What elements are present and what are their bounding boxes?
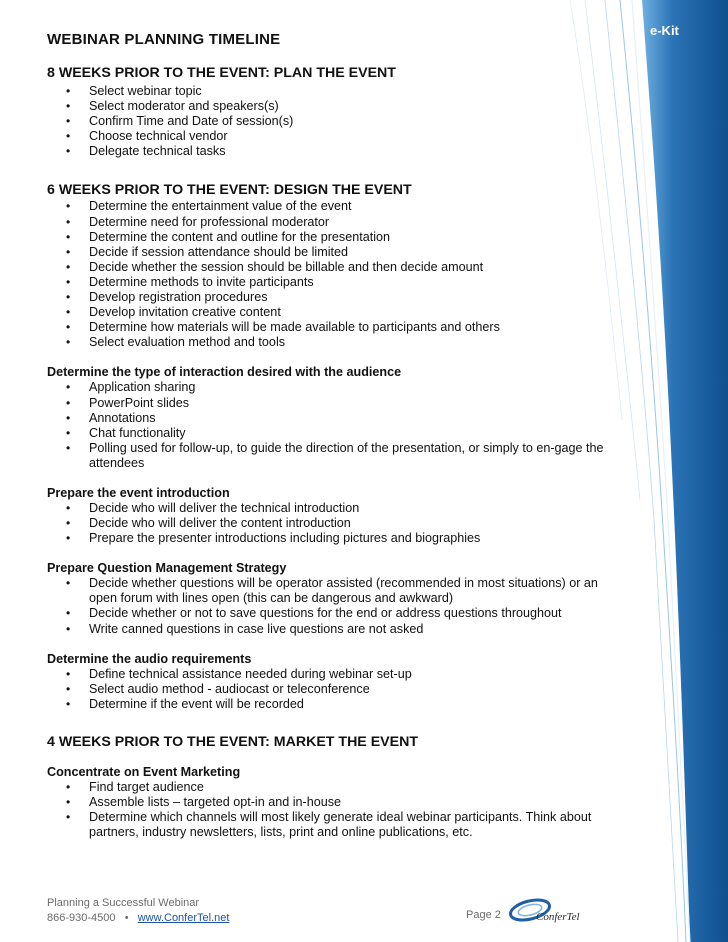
list-item: • Determine if the event will be recorded bbox=[47, 697, 607, 712]
list-item: • Determine the entertainment value of the event bbox=[47, 199, 607, 214]
list-item: • Decide whether the session should be billable and then decide amount bbox=[47, 260, 607, 275]
section-title: 4 WEEKS PRIOR TO THE EVENT: MARKET THE EVENT bbox=[47, 733, 419, 750]
footer-separator: • bbox=[124, 912, 129, 924]
subsection-title: Concentrate on Event Marketing bbox=[47, 764, 241, 779]
list-item: • Determine which channels will most likely generate ideal webinar participants. Think about partners, industry newsletters, lists, print and online publications, etc. bbox=[47, 810, 607, 840]
bullet-list bbox=[47, 667, 607, 712]
list-item: • Define technical assistance needed during webinar set-up bbox=[47, 667, 607, 682]
list-item: • Confirm Time and Date of session(s) bbox=[47, 114, 607, 129]
list-item: • Develop registration procedures bbox=[47, 290, 607, 305]
bullet-list bbox=[47, 501, 607, 546]
subsection-title: Determine the type of interaction desired with the audience bbox=[47, 365, 402, 380]
section-market bbox=[47, 734, 607, 840]
list-item: • Decide who will deliver the content introduction bbox=[47, 516, 607, 531]
list-item: • Determine the content and outline for the presentation bbox=[47, 230, 607, 245]
list-item: • PowerPoint slides bbox=[47, 396, 607, 411]
list-item: • Write canned questions in case live questions are not asked bbox=[47, 622, 607, 637]
section-title: 8 WEEKS PRIOR TO THE EVENT: PLAN THE EVENT bbox=[47, 65, 396, 81]
bullet-list bbox=[47, 576, 607, 636]
list-item: • Determine need for professional moderator bbox=[47, 215, 607, 230]
list-item: • Application sharing bbox=[47, 380, 607, 395]
footer bbox=[47, 896, 229, 926]
footer-contact bbox=[47, 911, 229, 926]
document-body bbox=[47, 30, 607, 840]
section-design bbox=[47, 182, 607, 711]
list-item: • Decide who will deliver the technical introduction bbox=[47, 501, 607, 516]
list-item: • Delegate technical tasks bbox=[47, 144, 607, 159]
list-item: • Determine how materials will be made available to participants and others bbox=[47, 320, 607, 335]
logo-text: ConferTel bbox=[536, 911, 580, 923]
ekit-label: e-Kit bbox=[650, 23, 679, 38]
list-item: • Decide whether or not to save questions for the end or address questions throughout bbox=[47, 606, 607, 621]
footer-doc-name: Planning a Successful Webinar bbox=[47, 897, 200, 909]
subsection-title: Prepare Question Management Strategy bbox=[47, 561, 287, 576]
list-item: • Develop invitation creative content bbox=[47, 305, 607, 320]
bullet-list bbox=[47, 380, 607, 471]
list-item: • Decide whether questions will be operator assisted (recommended in most situations) or an open forum with lines open (this can be dangerous and awkward) bbox=[47, 576, 607, 606]
bullet-list bbox=[47, 84, 607, 159]
bullet-list bbox=[47, 199, 607, 350]
list-item: • Select moderator and speakers(s) bbox=[47, 99, 607, 114]
list-item: • Annotations bbox=[47, 411, 607, 426]
list-item: • Assemble lists – targeted opt-in and in-house bbox=[47, 795, 607, 810]
list-item: • Determine methods to invite participants bbox=[47, 275, 607, 290]
website-link[interactable]: www.ConferTel.net bbox=[137, 912, 230, 924]
list-item: • Decide if session attendance should be limited bbox=[47, 245, 607, 260]
list-item: • Select evaluation method and tools bbox=[47, 335, 607, 350]
list-item: • Prepare the presenter introductions including pictures and biographies bbox=[47, 531, 607, 546]
list-item: • Find target audience bbox=[47, 780, 607, 795]
page-number: Page 2 bbox=[466, 909, 501, 921]
document-title: WEBINAR PLANNING TIMELINE bbox=[47, 31, 281, 48]
footer-phone: 866-930-4500 bbox=[47, 912, 116, 924]
subsection-title: Prepare the event introduction bbox=[47, 485, 230, 500]
bullet-list bbox=[47, 780, 607, 840]
list-item: • Choose technical vendor bbox=[47, 129, 607, 144]
list-item: • Select webinar topic bbox=[47, 84, 607, 99]
list-item: • Select audio method - audiocast or teleconference bbox=[47, 682, 607, 697]
section-plan bbox=[47, 65, 607, 159]
subsection-title: Determine the audio requirements bbox=[47, 651, 252, 666]
section-title: 6 WEEKS PRIOR TO THE EVENT: DESIGN THE EVENT bbox=[47, 182, 412, 199]
list-item: • Polling used for follow-up, to guide the direction of the presentation, or simply to en-gage the attendees bbox=[47, 441, 607, 471]
list-item: • Chat functionality bbox=[47, 426, 607, 441]
